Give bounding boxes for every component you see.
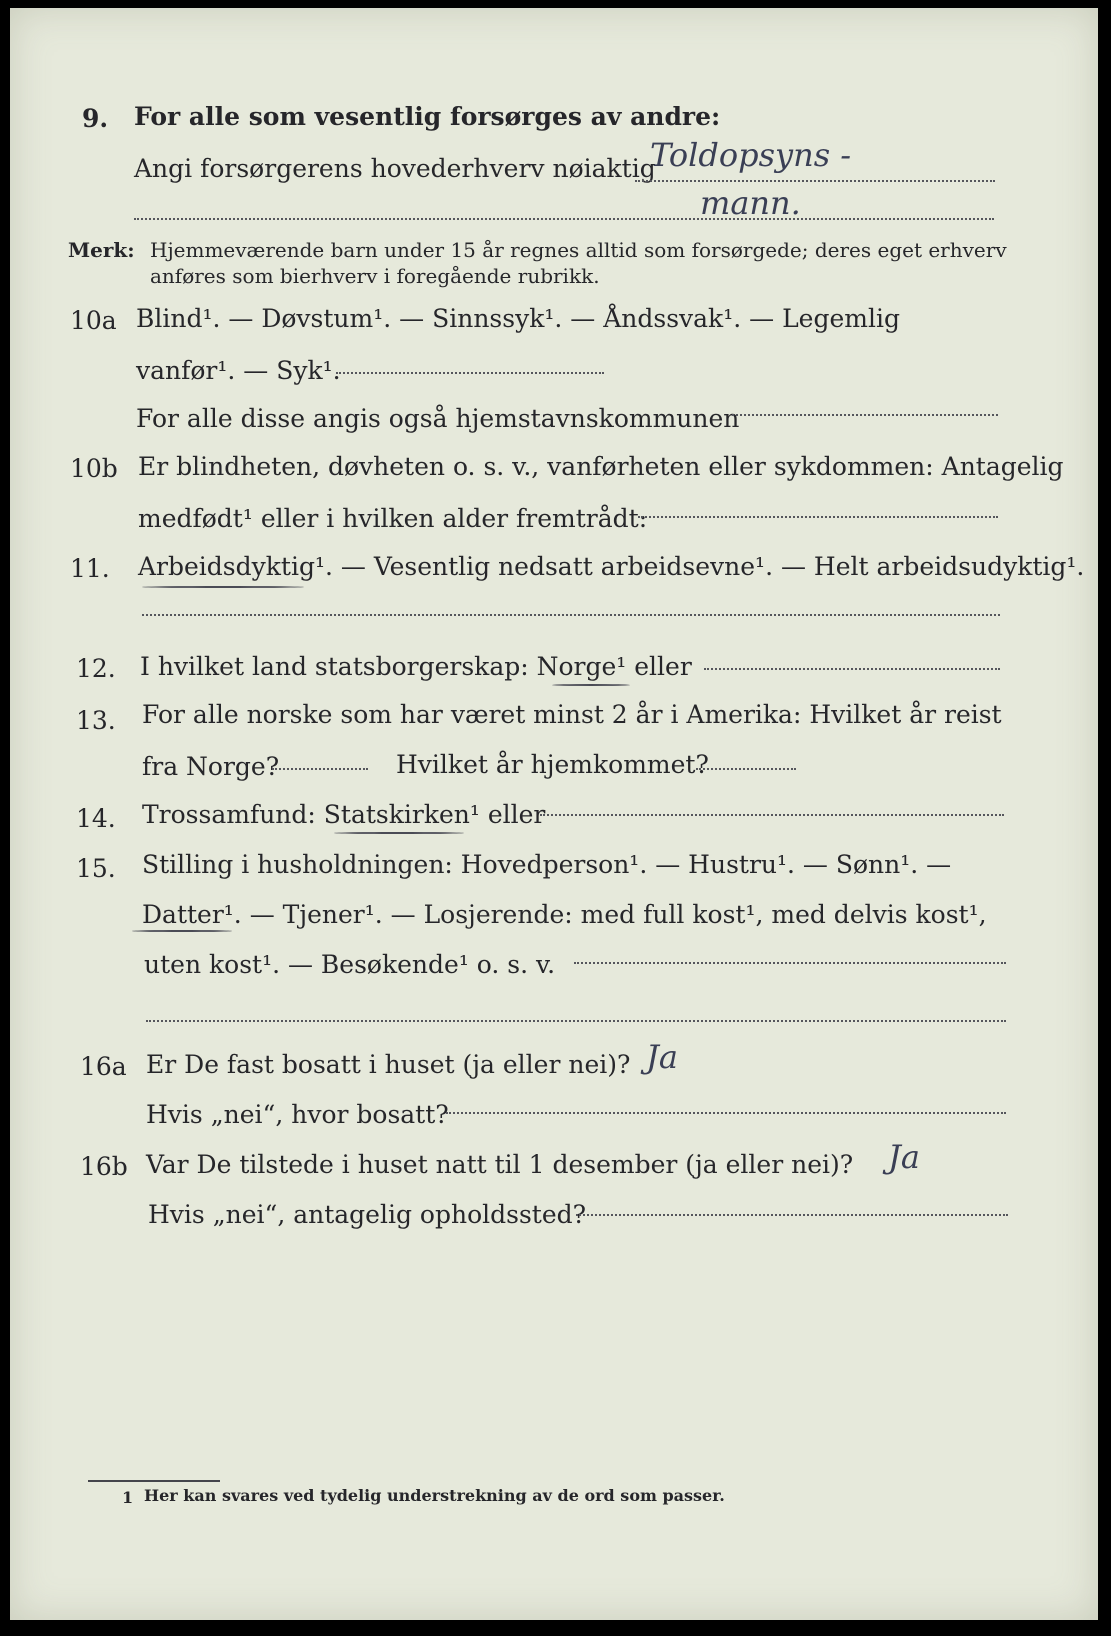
- q9-handwritten-answer1: Toldopsyns -: [650, 136, 852, 174]
- q16b-line1: Var De tilstede i huset natt til 1 desember (ja eller nei)?: [146, 1150, 854, 1179]
- q10b-answer-line: [638, 516, 998, 518]
- q16a-answer-line: [446, 1112, 1006, 1114]
- q16a-line2: Hvis „nei“, hvor bosatt?: [146, 1100, 449, 1129]
- q9-answer-line1: [635, 180, 995, 182]
- q11-line1: Arbeidsdyktig¹. — Vesentlig nedsatt arbeidsevne¹. — Helt arbeidsudyktig¹.: [138, 552, 1085, 581]
- q10a-hjemstavn-line: [732, 414, 998, 416]
- q13-line2b: Hvilket år hjemkommet?: [396, 750, 709, 779]
- footnote-rule: [88, 1480, 220, 1482]
- q16b-handwritten-answer: Ja: [888, 1138, 920, 1176]
- q10b-line2: medfødt¹ eller i hvilken alder fremtrådt:: [138, 504, 648, 533]
- merk-label: Merk:: [68, 238, 135, 262]
- q14-underline-statskirken: [334, 832, 464, 834]
- q10a-line2: vanfør¹. — Syk¹.: [136, 356, 341, 385]
- q15-line2: Datter¹. — Tjener¹. — Losjerende: med full kost¹, med delvis kost¹,: [142, 900, 987, 929]
- footnote-text: Her kan svares ved tydelig understrekning av de ord som passer.: [144, 1486, 725, 1505]
- q16b-answer-line: [576, 1214, 1008, 1216]
- q14-number: 14.: [76, 804, 116, 833]
- q11-answer-line: [142, 614, 1000, 616]
- q15-answer-line2: [146, 1020, 1006, 1022]
- q13-hjemkommet-line: [696, 768, 796, 770]
- q13-number: 13.: [76, 706, 116, 735]
- q9-answer-line2: [134, 218, 994, 220]
- q12-number: 12.: [76, 654, 116, 683]
- q13-line1: For alle norske som har været minst 2 år i Amerika: Hvilket år reist: [142, 700, 1002, 729]
- q9-line1: For alle som vesentlig forsørges av andre:: [134, 102, 721, 131]
- merk-line2: anføres som bierhverv i foregående rubrikk.: [150, 264, 600, 288]
- q15-line3: uten kost¹. — Besøkende¹ o. s. v.: [144, 950, 556, 979]
- merk-line1: Hjemmeværende barn under 15 år regnes alltid som forsørgede; deres eget erhverv: [150, 238, 1007, 262]
- q15-number: 15.: [76, 854, 116, 883]
- census-form-page: [10, 8, 1098, 1620]
- q14-line1: Trossamfund: Statskirken¹ eller: [142, 800, 546, 829]
- q13-line2a: fra Norge?: [142, 752, 280, 781]
- q11-underline-arbeidsdyktig: [142, 586, 304, 588]
- q12-underline-norge: [552, 684, 630, 686]
- q13-reist-line: [272, 768, 368, 770]
- footnote-marker: 1: [122, 1488, 134, 1507]
- q9-handwritten-answer2: mann.: [700, 184, 801, 222]
- q10a-line1: Blind¹. — Døvstum¹. — Sinnssyk¹. — Åndssvak¹. — Legemlig: [136, 304, 900, 333]
- q16b-line2: Hvis „nei“, antagelig opholdssted?: [148, 1200, 587, 1229]
- q16a-number: 16a: [80, 1052, 127, 1081]
- q15-answer-line: [574, 962, 1006, 964]
- q12-line1: I hvilket land statsborgerskap: Norge¹ eller: [140, 652, 692, 681]
- q10a-number: 10a: [70, 306, 117, 335]
- q10a-answer-line: [336, 372, 604, 374]
- q10b-number: 10b: [70, 454, 118, 483]
- q9-line2: Angi forsørgerens hovederhverv nøiaktig: [134, 154, 656, 183]
- q14-answer-line: [540, 814, 1004, 816]
- q15-underline-datter: [132, 930, 232, 932]
- q15-line1: Stilling i husholdningen: Hovedperson¹. — Hustru¹. — Sønn¹. —: [142, 850, 952, 879]
- q16a-line1: Er De fast bosatt i huset (ja eller nei)?: [146, 1050, 631, 1079]
- q12-answer-line: [704, 668, 1000, 670]
- q16b-number: 16b: [80, 1152, 128, 1181]
- q16a-handwritten-answer: Ja: [646, 1038, 678, 1076]
- q9-number: 9.: [82, 104, 109, 133]
- q10a-line3: For alle disse angis også hjemstavnskommunen: [136, 404, 740, 433]
- q11-number: 11.: [70, 554, 110, 583]
- q10b-line1: Er blindheten, døvheten o. s. v., vanførheten eller sykdommen: Antagelig: [138, 452, 1064, 481]
